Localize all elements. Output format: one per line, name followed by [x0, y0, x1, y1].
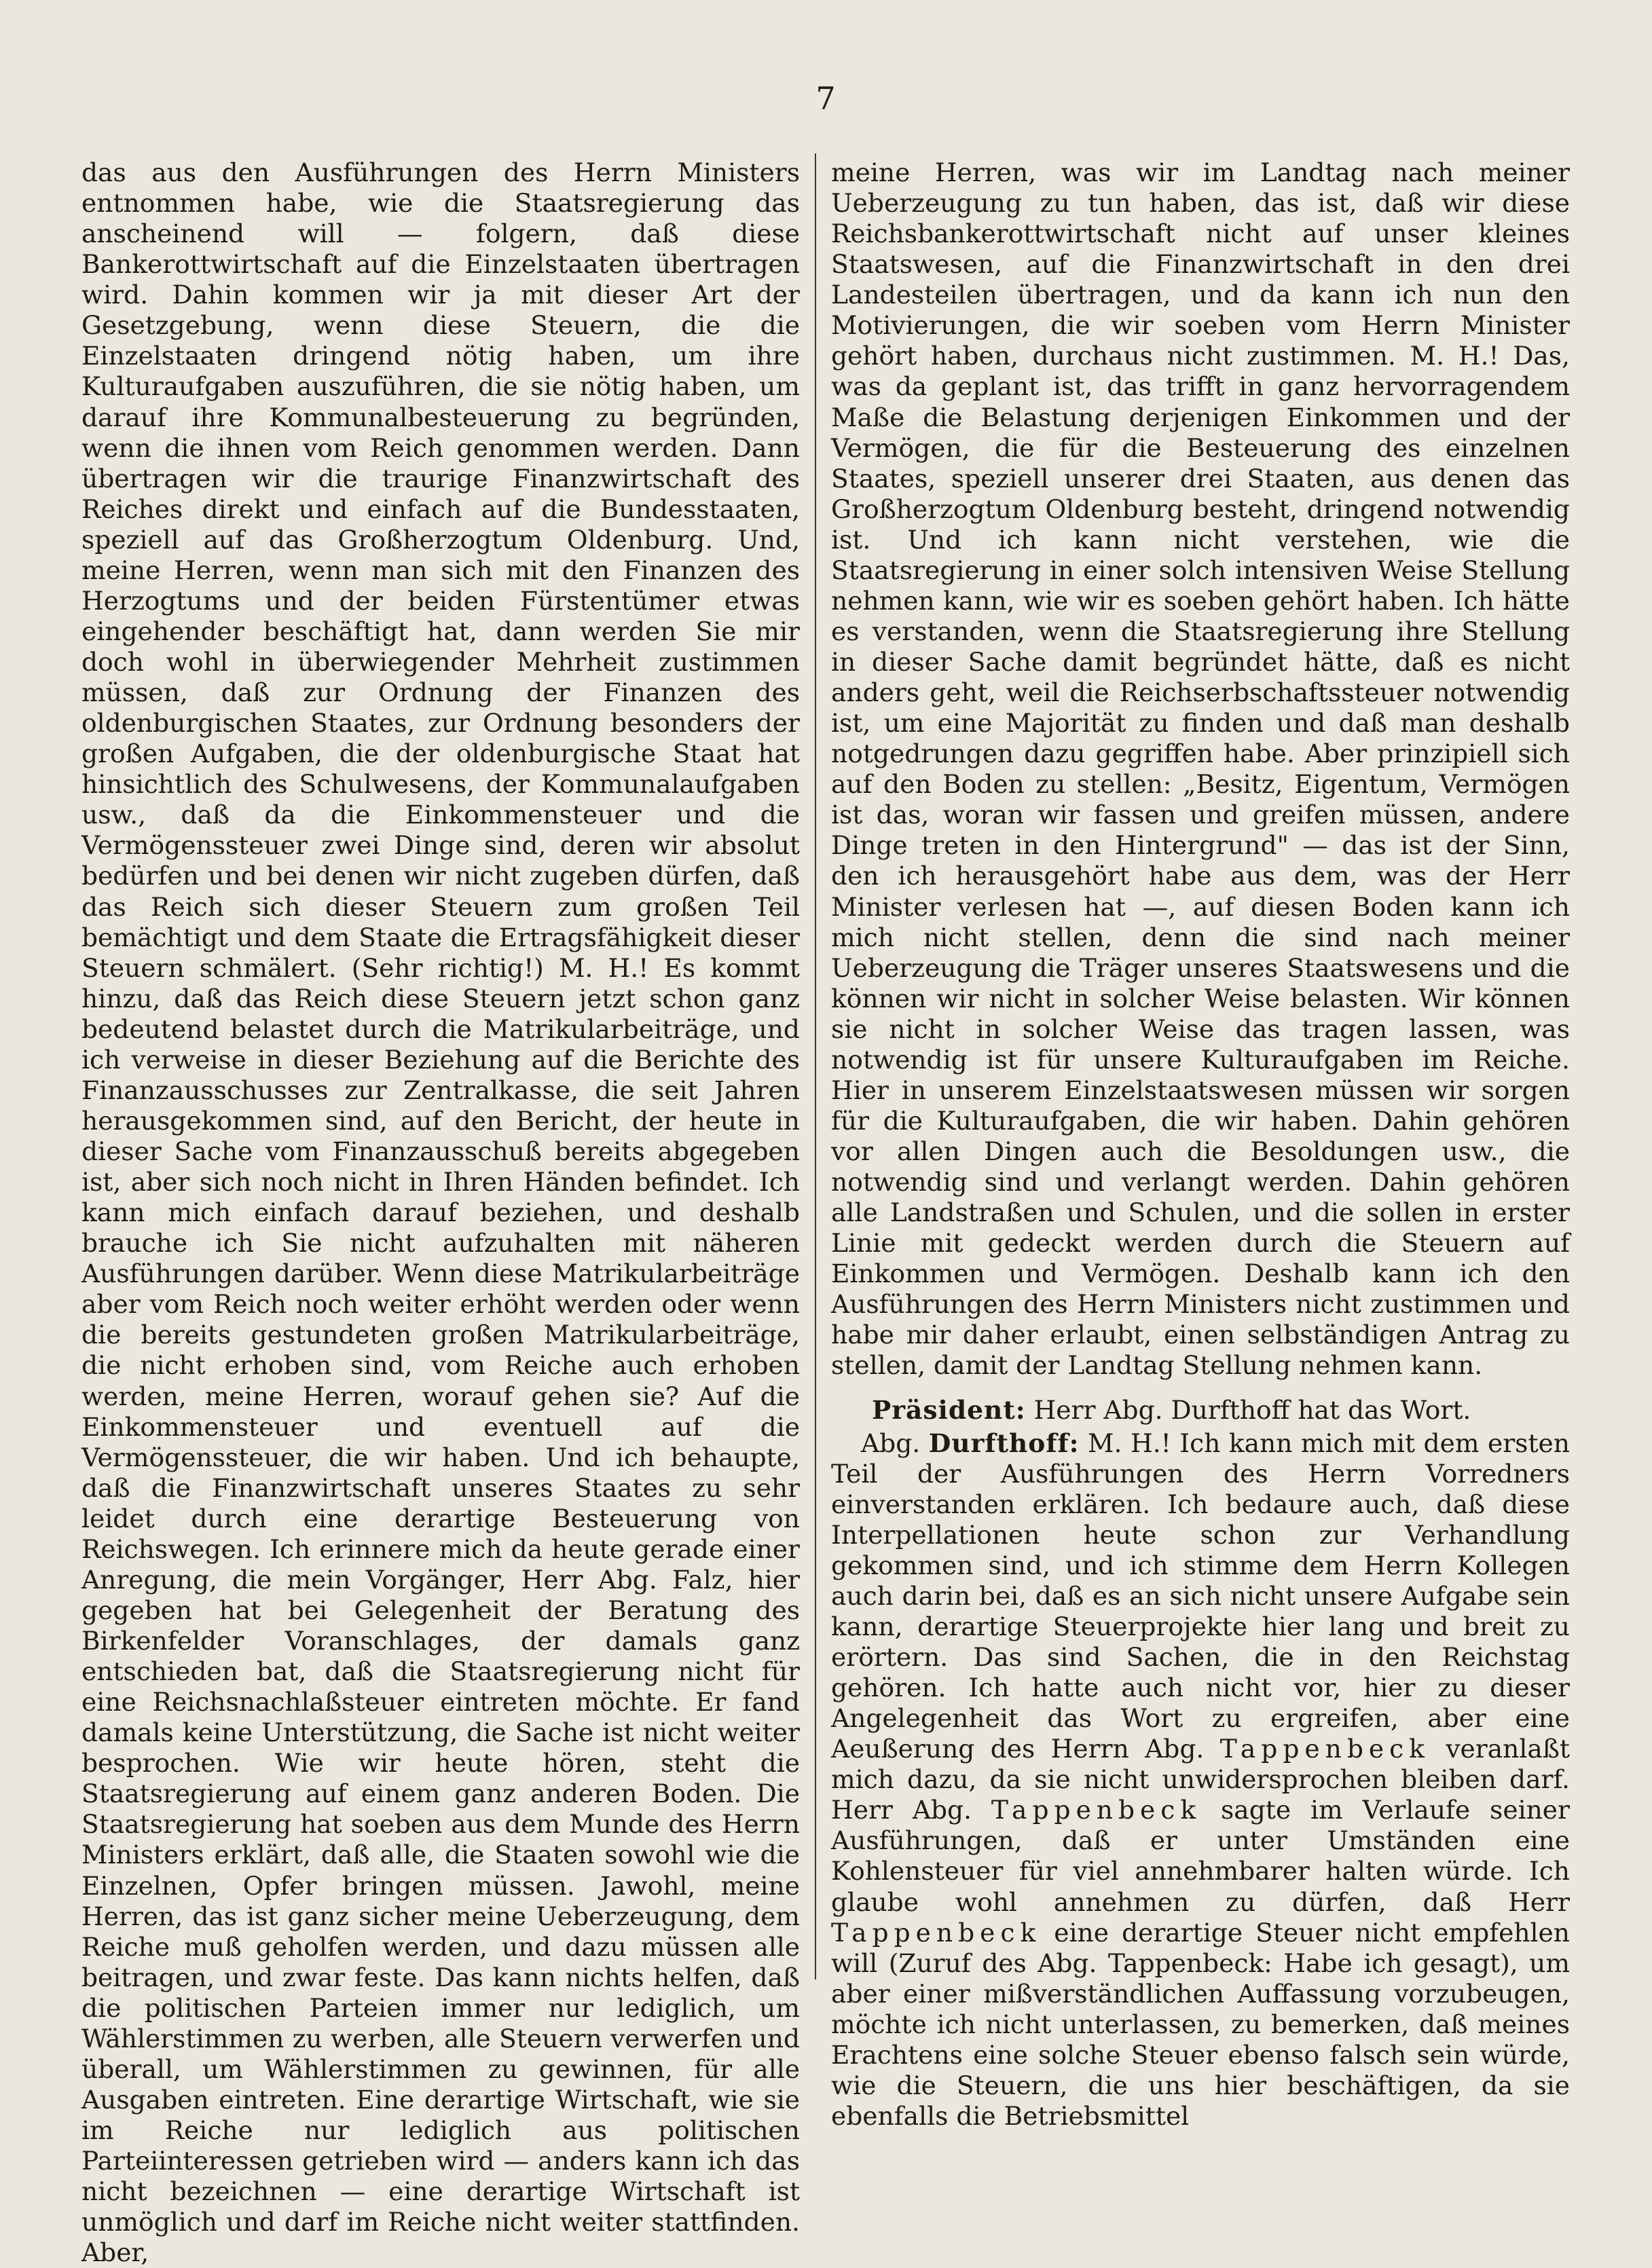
speech-text: veranlaßt mich dazu, da sie nicht unwidersprochen bleiben darf. Herr Abg. — [831, 1734, 1570, 1825]
page-number: 7 — [815, 80, 837, 117]
speech-text: M. H.! Ich kann mich mit dem ersten Teil der Ausführungen des Herrn Vorredners einverstanden erklären. Ich bedaure auch, daß diese Interpellationen heute schon zur Verhandlung gekommen sind, und ich stimme dem Herrn Kollegen auch darin bei, daß es an sich nicht unsere Aufgabe sein kann, derartige Steuerprojekte hier lang und breit zu erörtern. Das sind Sachen, die in den Reichstag gehören. Ich hatte auch nicht vor, hier zu dieser Angelegenheit das Wort zu ergreifen, aber eine Aeußerung des Herrn Abg. — [831, 1428, 1570, 1764]
body-paragraph: meine Herren, was wir im Landtag nach meiner Ueberzeugung zu tun haben, das ist, daß wir diese Reichsbankerottwirtschaft nicht auf unser kleines Staatswesen, auf die Finanzwirtschaft in den drei Landesteilen übertragen, und da kann ich nun den Motivierungen, die wir soeben vom Herrn Minister gehört haben, durchaus nicht zustimmen. M. H.! Das, was da geplant ist, das trifft in ganz hervorragendem Maße die Belastung derjenigen Einkommen und der Vermögen, die für die Besteuerung des einzelnen Staates, speziell unserer drei Staaten, aus denen das Großherzogtum Oldenburg besteht, dringend notwendig ist. Und ich kann nicht verstehen, wie die Staatsregierung in einer solch intensiven Weise Stellung nehmen kann, wie wir es soeben gehört haben. Ich hätte es verstanden, wenn die Staatsregierung ihre Stellung in dieser Sache damit begründet hätte, daß es nicht anders geht, weil die Reichserbschaftssteuer notwendig ist, um eine Majorität zu finden und daß man deshalb notgedrungen dazu gegriffen habe. Aber prinzipiell sich auf den Boden zu stellen: „Besitz, Eigentum, Vermögen ist das, woran wir fassen und greifen müssen, andere Dinge treten in den Hintergrund" — das ist der Sinn, den ich herausgehört habe aus dem, was der Herr Minister verlesen hat —, auf diesen Boden kann ich mich nicht stellen, denn die sind nach meiner Ueberzeugung die Träger unseres Staatswesens und die können wir nicht in solcher Weise belasten. Wir können sie nicht in solcher Weise das tragen lassen, was notwendig ist für unsere Kulturaufgaben im Reiche. Hier in unserem Einzelstaatswesen müssen wir sorgen für die Kulturaufgaben, die wir haben. Dahin gehören vor allen Dingen auch die Besoldungen usw., die notwendig sind und verlangt werden. Dahin gehören alle Landstraßen und Schulen, und die sollen in erster Linie mit gedeckt werden durch die Steuern auf Einkommen und Vermögen. Deshalb kann ich den Ausführungen des Herrn Ministers nicht zustimmen und habe mir daher erlaubt, einen selbständigen Antrag zu stellen, damit der Landtag Stellung nehmen kann. — [831, 157, 1570, 1381]
president-statement — [831, 1395, 1570, 1426]
column-divider — [815, 153, 816, 1979]
body-paragraph: das aus den Ausführungen des Herrn Ministers entnommen habe, wie die Staatsregierung das anscheinend will — folgern, daß diese Bankerottwirtschaft auf die Einzelstaaten übertragen wird. Dahin kommen wir ja mit dieser Art der Gesetzgebung, wenn diese Steuern, die die Einzelstaaten dringend nötig haben, um ihre Kulturaufgaben auszuführen, die sie nötig haben, um darauf ihre Kommunalbesteuerung zu begründen, wenn die ihnen vom Reich genommen werden. Dann übertragen wir die traurige Finanzwirtschaft des Reiches direkt und einfach auf die Bundesstaaten, speziell auf das Großherzogtum Oldenburg. Und, meine Herren, wenn man sich mit den Finanzen des Herzogtums und der beiden Fürstentümer etwas eingehender beschäftigt hat, dann werden Sie mir doch wohl in überwiegender Mehrheit zustimmen müssen, daß zur Ordnung der Finanzen des oldenburgischen Staates, zur Ordnung besonders der großen Aufgaben, die der oldenburgische Staat hat hinsichtlich des Schulwesens, der Kommunalaufgaben usw., daß da die Einkommensteuer und die Vermögenssteuer zwei Dinge sind, deren wir absolut bedürfen und bei denen wir nicht zugeben dürfen, daß das Reich sich dieser Steuern zum großen Teil bemächtigt und dem Staate die Ertragsfähigkeit dieser Steuern schmälert. (Sehr richtig!) M. H.! Es kommt hinzu, daß das Reich diese Steuern jetzt schon ganz bedeutend belastet durch die Matrikularbeiträge, und ich verweise in dieser Beziehung auf die Berichte des Finanzausschusses zur Zentralkasse, die seit Jahren herausgekommen sind, auf den Bericht, der heute in dieser Sache vom Finanzausschuß bereits abgegeben ist, aber sich noch nicht in Ihren Händen befindet. Ich kann mich einfach darauf beziehen, und deshalb brauche ich Sie nicht aufzuhalten mit näheren Ausführungen darüber. Wenn diese Matrikularbeiträge aber vom Reich noch weiter erhöht werden oder wenn die bereits gestundeten großen Matrikularbeiträge, die nicht erhoben sind, vom Reiche auch erhoben werden, meine Herren, worauf gehen sie? Auf die Einkommensteuer und eventuell auf die Vermögenssteuer, die wir haben. Und ich behaupte, daß die Finanzwirtschaft unseres Staates zu sehr leidet durch eine derartige Besteuerung von Reichswegen. Ich erinnere mich da heute gerade einer Anregung, die mein Vorgänger, Herr Abg. Falz, hier gegeben hat bei Gelegenheit der Beratung des Birkenfelder Voranschlages, der damals ganz entschieden bat, daß die Staatsregierung nicht für eine Reichsnachlaßsteuer eintreten möchte. Er fand damals keine Unterstützung, die Sache ist nicht weiter besprochen. Wie wir heute hören, steht die Staatsregierung auf einem ganz anderen Boden. Die Staatsregierung hat soeben aus dem Munde des Herrn Ministers erklärt, daß alle, die Staaten sowohl wie die Einzelnen, Opfer bringen müssen. Jawohl, meine Herren, das ist ganz sicher meine Ueberzeugung, dem Reiche muß geholfen werden, und dazu müssen alle beitragen, und zwar feste. Das kann nichts helfen, daß die politischen Parteien immer nur lediglich, um Wählerstimmen zu werben, alle Steuern verwerfen und überall, um Wählerstimmen zu gewinnen, für alle Ausgaben eintreten. Eine derartige Wirtschaft, wie sie im Reiche nur lediglich aus politischen Parteiinteressen getrieben wird — anders kann ich das nicht bezeichnen — eine derartige Wirtschaft ist unmöglich und darf im Reiche nicht weiter stattfinden. Aber, — [81, 157, 800, 2268]
president-text: Herr Abg. Durfthoff hat das Wort. — [1033, 1394, 1471, 1425]
left-column — [81, 157, 800, 2268]
speaker-prefix: Abg. — [861, 1428, 921, 1458]
durfthoff-speech — [831, 1428, 1570, 2132]
speaker-name-president: Präsident: — [872, 1394, 1026, 1425]
right-column — [831, 157, 1570, 2132]
emphasized-name: Tappenbeck — [1219, 1734, 1430, 1764]
speech-text: eine derartige Steuer nicht empfehlen will (Zuruf des Abg. Tappenbeck: Habe ich gesagt), um aber einer mißverständlichen Auffassung vorzubeugen, möchte ich nicht unterlassen, zu bemerken, daß meines Erachtens eine solche Steuer ebenso falsch sein würde, wie die Steuern, die uns hier beschäftigen, da sie ebenfalls die Betriebsmittel — [831, 1917, 1570, 2131]
speech-text: sagte im Verlaufe seiner Ausführungen, daß er unter Umständen eine Kohlensteuer für viel annehmbarer halten würde. Ich glaube wohl annehmen zu dürfen, daß Herr — [831, 1795, 1570, 1917]
speaker-name-durfthoff: Durfthoff: — [928, 1428, 1080, 1458]
emphasized-name: Tappenbeck — [831, 1917, 1042, 1948]
emphasized-name: Tappenbeck — [991, 1795, 1202, 1825]
